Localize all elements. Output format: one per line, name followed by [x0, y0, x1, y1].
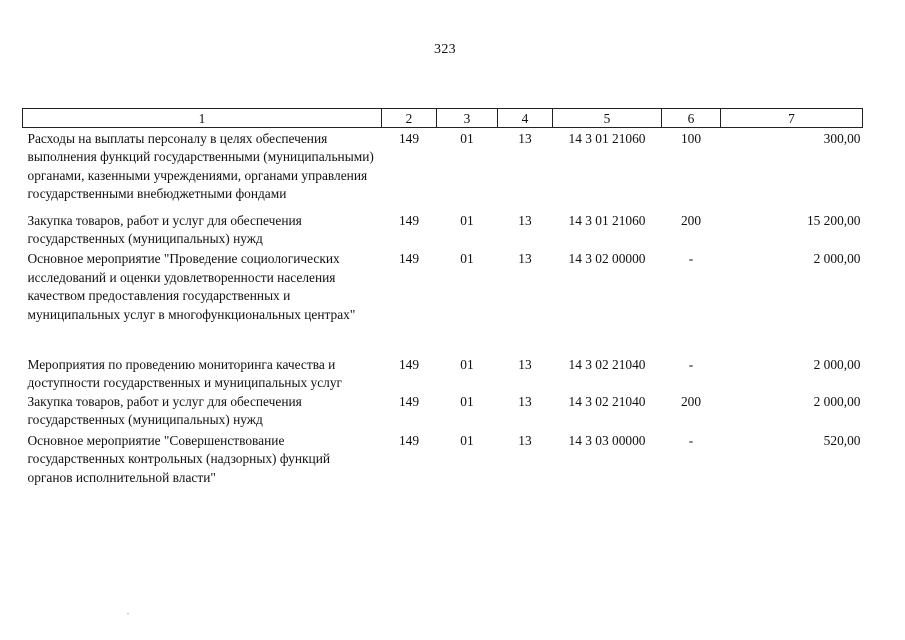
cell-subsection-code: 13: [518, 393, 532, 409]
cell-expense-type: -: [688, 251, 694, 267]
cell-amount: 520,00: [823, 432, 861, 448]
column-header-4: 4: [498, 109, 553, 128]
scan-speck: [127, 613, 129, 614]
expense-name: Закупка товаров, работ и услуг для обеспечения государственных (муниципальных) нужд: [27, 393, 302, 428]
cell-subsection-code: 13: [518, 212, 532, 228]
column-header-3: 3: [437, 109, 498, 128]
cell-expense-type: 200: [680, 212, 702, 228]
cell-amount: 2 000,00: [813, 251, 861, 267]
column-header-6: 6: [662, 109, 721, 128]
cell-target-article: 14 3 02 21040: [568, 357, 646, 373]
column-header-1: 1: [23, 109, 382, 128]
table-header-row: [23, 109, 863, 128]
cell-subsection-code: 13: [518, 357, 532, 373]
cell-ministry-code: 149: [398, 357, 420, 373]
cell-amount: 2 000,00: [813, 393, 861, 409]
cell-section-code: 01: [460, 357, 474, 373]
cell-target-article: 14 3 02 00000: [568, 251, 646, 267]
column-header-2: 2: [382, 109, 437, 128]
cell-target-article: 14 3 02 21040: [568, 393, 646, 409]
cell-expense-type: -: [688, 357, 694, 373]
cell-section-code: 01: [460, 432, 474, 448]
cell-expense-type: 200: [680, 393, 702, 409]
expense-name: Расходы на выплаты персоналу в целях обеспечения выполнения функций государственными (муниципальными) органами, казенными учреждениями, органами управления государственными внебюджетными фондами: [27, 131, 374, 202]
table-row: [23, 128, 863, 212]
table-row: [23, 356, 863, 393]
cell-target-article: 14 3 01 21060: [568, 131, 646, 146]
budget-table: [22, 108, 863, 487]
cell-amount: 300,00: [823, 131, 861, 146]
cell-section-code: 01: [460, 393, 474, 409]
cell-expense-type: 100: [680, 131, 702, 146]
cell-expense-type: -: [688, 432, 694, 448]
expense-name: Закупка товаров, работ и услуг для обеспечения государственных (муниципальных) нужд: [27, 212, 302, 247]
expense-name: Основное мероприятие "Проведение социологических исследований и оценки удовлетворенности населения качеством предоставления государственных и муниципальных услуг в многофункциональных центрах": [27, 251, 356, 322]
table-row: [23, 250, 863, 356]
cell-ministry-code: 149: [398, 131, 420, 146]
column-header-7: 7: [721, 109, 863, 128]
cell-ministry-code: 149: [398, 432, 420, 448]
cell-ministry-code: 149: [398, 251, 420, 267]
cell-amount: 15 200,00: [806, 212, 861, 228]
cell-target-article: 14 3 03 00000: [568, 432, 646, 448]
cell-amount: 2 000,00: [813, 357, 861, 373]
expense-name: Основное мероприятие "Совершенствование государственных контрольных (надзорных) функций органов исполнительной власти": [27, 432, 331, 485]
table-row: [23, 212, 863, 251]
cell-target-article: 14 3 01 21060: [568, 212, 646, 228]
cell-subsection-code: 13: [518, 131, 532, 146]
cell-section-code: 01: [460, 251, 474, 267]
expense-name: Мероприятия по проведению мониторинга качества и доступности государственных и муниципальных услуг: [27, 357, 343, 391]
table-row: [23, 432, 863, 487]
column-header-5: 5: [553, 109, 662, 128]
cell-section-code: 01: [460, 131, 474, 146]
cell-subsection-code: 13: [518, 432, 532, 448]
cell-subsection-code: 13: [518, 251, 532, 267]
cell-section-code: 01: [460, 212, 474, 228]
cell-ministry-code: 149: [398, 212, 420, 228]
table-row: [23, 393, 863, 432]
page-number: 323: [434, 42, 456, 57]
cell-ministry-code: 149: [398, 393, 420, 409]
